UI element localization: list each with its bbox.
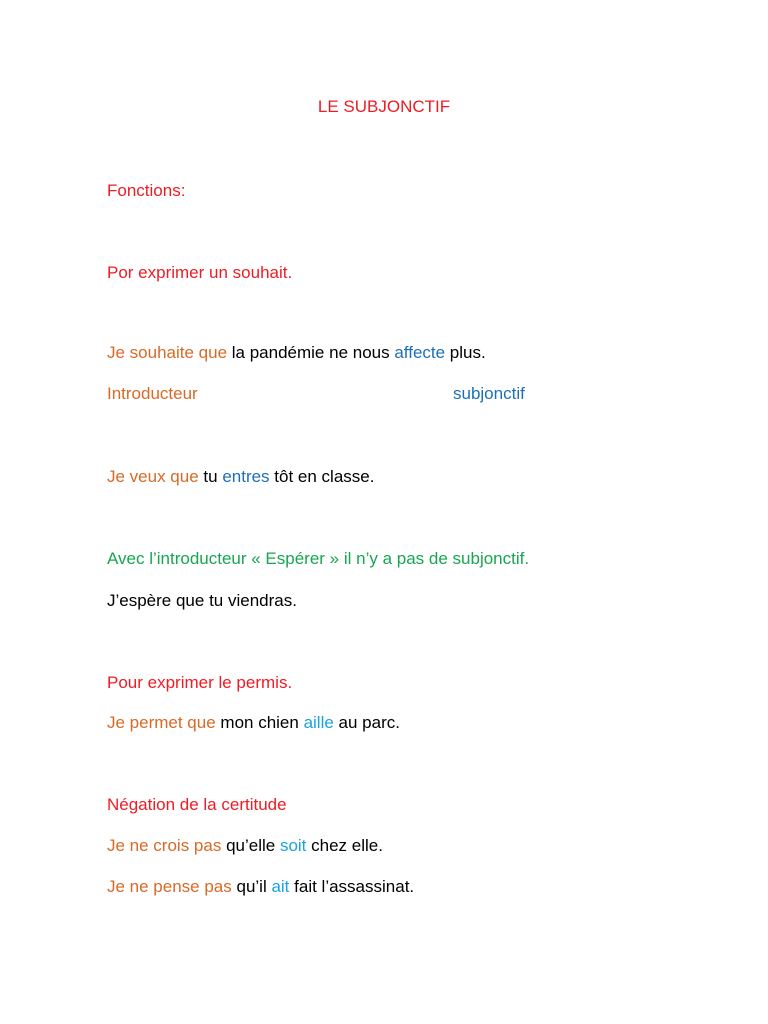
introducer-text: Je ne crois pas: [107, 836, 222, 855]
esperer-example: J’espère que tu viendras.: [107, 591, 297, 610]
introducer-text: Je ne pense pas: [107, 877, 232, 896]
souhait-heading: Por exprimer un souhait.: [107, 263, 293, 282]
sentence-text: la pandémie ne nous: [227, 343, 395, 362]
page-title: LE SUBJONCTIF: [317, 97, 451, 116]
sentence-end: fait l’assassinat.: [289, 877, 415, 896]
sentence-end: au parc.: [333, 713, 400, 732]
sentence-text: qu’elle: [221, 836, 280, 855]
introducer-text: Je veux que: [107, 467, 199, 486]
legend-introducteur: Introducteur: [107, 384, 198, 403]
introducer-text: Je souhaite que: [107, 343, 228, 362]
sentence-end: chez elle.: [306, 836, 383, 855]
introducer-text: Je permet que: [107, 713, 216, 732]
sentence-end: plus.: [445, 343, 486, 362]
subjunctive-verb: ait: [271, 877, 290, 896]
legend-subjonctif: subjonctif: [453, 384, 525, 403]
fonctions-label: Fonctions:: [107, 181, 186, 200]
certitude-example-2: [107, 876, 414, 898]
subjunctive-verb: entres: [222, 467, 270, 486]
souhait-example-1: [107, 342, 486, 364]
subjunctive-verb: affecte: [394, 343, 446, 362]
souhait-example-2: [107, 466, 374, 488]
certitude-heading: Négation de la certitude: [107, 795, 287, 814]
certitude-example-1: [107, 835, 383, 857]
permis-example: [107, 712, 400, 734]
sentence-end: tôt en classe.: [269, 467, 375, 486]
esperer-note: Avec l’introducteur « Espérer » il n’y a pas de subjonctif.: [107, 549, 530, 568]
permis-heading: Pour exprimer le permis.: [107, 673, 293, 692]
subjunctive-verb: aille: [303, 713, 334, 732]
subjunctive-verb: soit: [279, 836, 307, 855]
sentence-text: tu: [198, 467, 223, 486]
sentence-text: mon chien: [215, 713, 304, 732]
sentence-text: qu’il: [231, 877, 272, 896]
